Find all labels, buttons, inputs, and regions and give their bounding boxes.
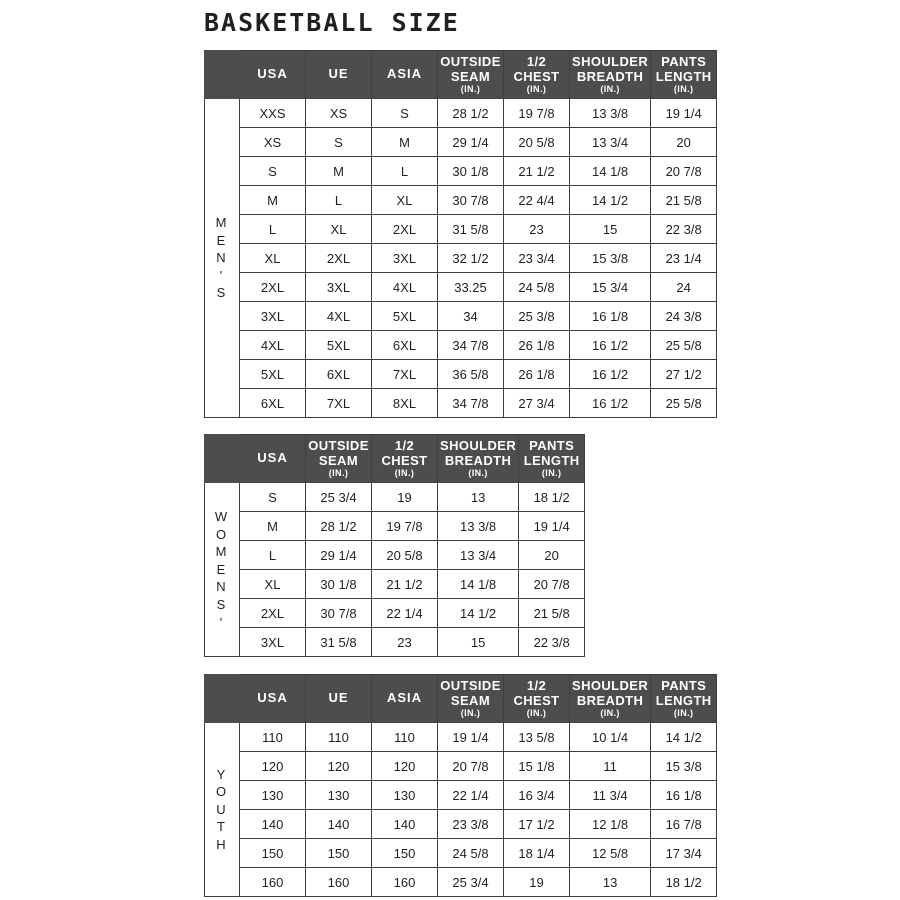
- column-header-outside-seam: [306, 435, 372, 483]
- cell-half-chest: 23 3/4: [504, 244, 570, 273]
- cell-shoulder-breadth: 11: [570, 752, 651, 781]
- section-label-youth: Y O U T H: [205, 723, 240, 897]
- cell-outside-seam: 28 1/2: [438, 99, 504, 128]
- cell-usa: 110: [240, 723, 306, 752]
- cell-pants-length: 22 3/8: [651, 215, 717, 244]
- cell-usa: 160: [240, 868, 306, 897]
- cell-half-chest: 20 5/8: [372, 541, 438, 570]
- column-header-pants-length-unit: (IN.): [673, 84, 694, 95]
- column-header-ue: UE: [306, 51, 372, 99]
- cell-asia: L: [372, 157, 438, 186]
- cell-outside-seam: 31 5/8: [306, 628, 372, 657]
- cell-shoulder-breadth: 16 1/8: [570, 302, 651, 331]
- column-header-outside-seam-label: OUTSIDE SEAM: [440, 54, 501, 84]
- cell-usa: M: [240, 512, 306, 541]
- cell-pants-length: 21 5/8: [651, 186, 717, 215]
- cell-half-chest: 26 1/8: [504, 331, 570, 360]
- cell-ue: 4XL: [306, 302, 372, 331]
- cell-half-chest: 13 5/8: [504, 723, 570, 752]
- cell-half-chest: 27 3/4: [504, 389, 570, 418]
- cell-pants-length: 20 7/8: [519, 570, 585, 599]
- cell-half-chest: 21 1/2: [372, 570, 438, 599]
- column-header-outside-seam-unit: (IN.): [460, 708, 481, 719]
- table-row: [205, 752, 717, 781]
- column-header-pants-length-label: PANTS LENGTH: [655, 678, 712, 708]
- column-header-shoulder-breadth-label: SHOULDER BREADTH: [440, 438, 517, 468]
- cell-pants-length: 24: [651, 273, 717, 302]
- cell-pants-length: 18 1/2: [519, 483, 585, 512]
- cell-pants-length: 25 5/8: [651, 331, 717, 360]
- cell-half-chest: 21 1/2: [504, 157, 570, 186]
- cell-asia: 7XL: [372, 360, 438, 389]
- mens-size-table: [204, 50, 717, 418]
- column-header-usa: USA: [240, 51, 306, 99]
- column-header-outside-seam-label: OUTSIDE SEAM: [440, 678, 501, 708]
- column-header-half-chest-label: 1/2 CHEST: [513, 54, 560, 84]
- cell-usa: S: [240, 483, 306, 512]
- cell-pants-length: 20 7/8: [651, 157, 717, 186]
- cell-outside-seam: 22 1/4: [438, 781, 504, 810]
- cell-ue: S: [306, 128, 372, 157]
- column-header-pants-length-label: PANTS LENGTH: [523, 438, 580, 468]
- column-header-asia: ASIA: [372, 675, 438, 723]
- section-label-mens: M E N ' S: [205, 99, 240, 418]
- cell-shoulder-breadth: 15: [438, 628, 519, 657]
- cell-asia: 130: [372, 781, 438, 810]
- cell-pants-length: 19 1/4: [519, 512, 585, 541]
- table-row: [205, 186, 717, 215]
- column-header-shoulder-breadth: [570, 51, 651, 99]
- cell-usa: 150: [240, 839, 306, 868]
- womens-table-wrapper: [204, 434, 585, 657]
- cell-outside-seam: 30 7/8: [438, 186, 504, 215]
- cell-half-chest: 23: [504, 215, 570, 244]
- cell-usa: 5XL: [240, 360, 306, 389]
- column-header-half-chest-label: 1/2 CHEST: [381, 438, 428, 468]
- cell-asia: S: [372, 99, 438, 128]
- cell-ue: XS: [306, 99, 372, 128]
- cell-outside-seam: 30 1/8: [306, 570, 372, 599]
- column-header-half-chest: [504, 675, 570, 723]
- mens-table-wrapper: [204, 50, 717, 418]
- cell-half-chest: 19: [372, 483, 438, 512]
- cell-outside-seam: 25 3/4: [438, 868, 504, 897]
- table-header-row: [205, 435, 585, 483]
- column-header-outside-seam: [438, 675, 504, 723]
- cell-asia: 120: [372, 752, 438, 781]
- cell-half-chest: 19 7/8: [372, 512, 438, 541]
- cell-outside-seam: 34 7/8: [438, 331, 504, 360]
- table-row: [205, 483, 585, 512]
- cell-asia: 5XL: [372, 302, 438, 331]
- cell-usa: S: [240, 157, 306, 186]
- cell-shoulder-breadth: 13: [438, 483, 519, 512]
- cell-shoulder-breadth: 13 3/4: [570, 128, 651, 157]
- cell-outside-seam: 29 1/4: [306, 541, 372, 570]
- cell-shoulder-breadth: 16 1/2: [570, 389, 651, 418]
- column-header-half-chest-unit: (IN.): [394, 468, 415, 479]
- cell-asia: 2XL: [372, 215, 438, 244]
- cell-shoulder-breadth: 15 3/4: [570, 273, 651, 302]
- cell-usa: 6XL: [240, 389, 306, 418]
- cell-outside-seam: 23 3/8: [438, 810, 504, 839]
- table-row: [205, 273, 717, 302]
- cell-usa: 2XL: [240, 273, 306, 302]
- womens-size-table: [204, 434, 585, 657]
- cell-outside-seam: 30 1/8: [438, 157, 504, 186]
- cell-half-chest: 19 7/8: [504, 99, 570, 128]
- cell-usa: XS: [240, 128, 306, 157]
- cell-half-chest: 22 4/4: [504, 186, 570, 215]
- cell-ue: 160: [306, 868, 372, 897]
- column-header-pants-length: [519, 435, 585, 483]
- table-row: [205, 723, 717, 752]
- cell-outside-seam: 28 1/2: [306, 512, 372, 541]
- cell-shoulder-breadth: 14 1/2: [438, 599, 519, 628]
- column-header-pants-length-unit: (IN.): [541, 468, 562, 479]
- cell-shoulder-breadth: 13 3/8: [570, 99, 651, 128]
- cell-shoulder-breadth: 14 1/8: [570, 157, 651, 186]
- cell-shoulder-breadth: 16 1/2: [570, 360, 651, 389]
- cell-usa: 3XL: [240, 628, 306, 657]
- cell-shoulder-breadth: 13 3/8: [438, 512, 519, 541]
- table-row: [205, 512, 585, 541]
- column-header-shoulder-breadth-unit: (IN.): [600, 708, 620, 719]
- cell-pants-length: 18 1/2: [651, 868, 717, 897]
- cell-half-chest: 19: [504, 868, 570, 897]
- table-row: [205, 360, 717, 389]
- page-title: BASKETBALL SIZE: [204, 8, 460, 37]
- cell-shoulder-breadth: 12 5/8: [570, 839, 651, 868]
- cell-usa: 120: [240, 752, 306, 781]
- cell-usa: 4XL: [240, 331, 306, 360]
- cell-shoulder-breadth: 14 1/8: [438, 570, 519, 599]
- cell-half-chest: 15 1/8: [504, 752, 570, 781]
- cell-pants-length: 21 5/8: [519, 599, 585, 628]
- cell-usa: XL: [240, 244, 306, 273]
- cell-pants-length: 25 5/8: [651, 389, 717, 418]
- cell-shoulder-breadth: 10 1/4: [570, 723, 651, 752]
- cell-shoulder-breadth: 15 3/8: [570, 244, 651, 273]
- corner-cell: [205, 435, 240, 483]
- cell-ue: 6XL: [306, 360, 372, 389]
- table-row: [205, 389, 717, 418]
- column-header-shoulder-breadth: [570, 675, 651, 723]
- cell-asia: M: [372, 128, 438, 157]
- column-header-ue: UE: [306, 675, 372, 723]
- cell-usa: L: [240, 215, 306, 244]
- cell-shoulder-breadth: 13: [570, 868, 651, 897]
- column-header-outside-seam: [438, 51, 504, 99]
- cell-half-chest: 26 1/8: [504, 360, 570, 389]
- cell-asia: 140: [372, 810, 438, 839]
- cell-half-chest: 20 5/8: [504, 128, 570, 157]
- cell-half-chest: 16 3/4: [504, 781, 570, 810]
- cell-usa: XXS: [240, 99, 306, 128]
- column-header-outside-seam-unit: (IN.): [328, 468, 349, 479]
- cell-shoulder-breadth: 12 1/8: [570, 810, 651, 839]
- cell-asia: 6XL: [372, 331, 438, 360]
- cell-ue: 110: [306, 723, 372, 752]
- column-header-pants-length: [651, 51, 717, 99]
- cell-ue: 150: [306, 839, 372, 868]
- cell-ue: XL: [306, 215, 372, 244]
- column-header-half-chest-label: 1/2 CHEST: [513, 678, 560, 708]
- cell-outside-seam: 30 7/8: [306, 599, 372, 628]
- section-label-womens: W O M E N S ': [205, 483, 240, 657]
- table-row: [205, 99, 717, 128]
- table-row: [205, 128, 717, 157]
- table-row: [205, 302, 717, 331]
- cell-ue: 2XL: [306, 244, 372, 273]
- cell-asia: XL: [372, 186, 438, 215]
- column-header-pants-length-unit: (IN.): [673, 708, 694, 719]
- column-header-pants-length: [651, 675, 717, 723]
- cell-pants-length: 17 3/4: [651, 839, 717, 868]
- table-row: [205, 628, 585, 657]
- cell-outside-seam: 20 7/8: [438, 752, 504, 781]
- table-row: [205, 839, 717, 868]
- cell-asia: 150: [372, 839, 438, 868]
- cell-pants-length: 22 3/8: [519, 628, 585, 657]
- table-row: [205, 599, 585, 628]
- column-header-outside-seam-label: OUTSIDE SEAM: [308, 438, 369, 468]
- cell-pants-length: 14 1/2: [651, 723, 717, 752]
- cell-outside-seam: 32 1/2: [438, 244, 504, 273]
- table-row: [205, 781, 717, 810]
- cell-usa: 2XL: [240, 599, 306, 628]
- column-header-shoulder-breadth-label: SHOULDER BREADTH: [572, 678, 649, 708]
- column-header-shoulder-breadth-label: SHOULDER BREADTH: [572, 54, 649, 84]
- table-row: [205, 244, 717, 273]
- table-header-row: [205, 51, 717, 99]
- cell-pants-length: 23 1/4: [651, 244, 717, 273]
- cell-ue: 130: [306, 781, 372, 810]
- column-header-shoulder-breadth: [438, 435, 519, 483]
- cell-pants-length: 20: [651, 128, 717, 157]
- youth-size-table: [204, 674, 717, 897]
- cell-half-chest: 24 5/8: [504, 273, 570, 302]
- cell-ue: 7XL: [306, 389, 372, 418]
- column-header-half-chest-unit: (IN.): [526, 708, 547, 719]
- table-row: [205, 215, 717, 244]
- cell-asia: 110: [372, 723, 438, 752]
- cell-asia: 3XL: [372, 244, 438, 273]
- cell-outside-seam: 34 7/8: [438, 389, 504, 418]
- cell-usa: 3XL: [240, 302, 306, 331]
- cell-outside-seam: 19 1/4: [438, 723, 504, 752]
- cell-pants-length: 16 7/8: [651, 810, 717, 839]
- cell-half-chest: 18 1/4: [504, 839, 570, 868]
- table-row: [205, 541, 585, 570]
- cell-shoulder-breadth: 16 1/2: [570, 331, 651, 360]
- cell-asia: 8XL: [372, 389, 438, 418]
- column-header-usa: USA: [240, 435, 306, 483]
- cell-outside-seam: 25 3/4: [306, 483, 372, 512]
- cell-usa: 130: [240, 781, 306, 810]
- cell-ue: 3XL: [306, 273, 372, 302]
- column-header-asia: ASIA: [372, 51, 438, 99]
- cell-shoulder-breadth: 13 3/4: [438, 541, 519, 570]
- column-header-shoulder-breadth-unit: (IN.): [468, 468, 488, 479]
- cell-outside-seam: 31 5/8: [438, 215, 504, 244]
- youth-table-wrapper: [204, 674, 717, 897]
- cell-ue: 140: [306, 810, 372, 839]
- column-header-shoulder-breadth-unit: (IN.): [600, 84, 620, 95]
- table-row: [205, 810, 717, 839]
- cell-outside-seam: 34: [438, 302, 504, 331]
- cell-shoulder-breadth: 11 3/4: [570, 781, 651, 810]
- cell-pants-length: 20: [519, 541, 585, 570]
- cell-ue: 120: [306, 752, 372, 781]
- table-row: [205, 570, 585, 599]
- cell-half-chest: 17 1/2: [504, 810, 570, 839]
- cell-outside-seam: 33.25: [438, 273, 504, 302]
- cell-half-chest: 25 3/8: [504, 302, 570, 331]
- cell-usa: XL: [240, 570, 306, 599]
- cell-ue: M: [306, 157, 372, 186]
- cell-pants-length: 27 1/2: [651, 360, 717, 389]
- table-row: [205, 331, 717, 360]
- cell-asia: 160: [372, 868, 438, 897]
- cell-ue: 5XL: [306, 331, 372, 360]
- cell-outside-seam: 29 1/4: [438, 128, 504, 157]
- cell-shoulder-breadth: 14 1/2: [570, 186, 651, 215]
- column-header-usa: USA: [240, 675, 306, 723]
- column-header-half-chest: [372, 435, 438, 483]
- cell-pants-length: 24 3/8: [651, 302, 717, 331]
- cell-pants-length: 15 3/8: [651, 752, 717, 781]
- cell-pants-length: 19 1/4: [651, 99, 717, 128]
- cell-half-chest: 22 1/4: [372, 599, 438, 628]
- cell-usa: 140: [240, 810, 306, 839]
- cell-pants-length: 16 1/8: [651, 781, 717, 810]
- cell-shoulder-breadth: 15: [570, 215, 651, 244]
- table-header-row: [205, 675, 717, 723]
- cell-usa: M: [240, 186, 306, 215]
- cell-usa: L: [240, 541, 306, 570]
- table-row: [205, 868, 717, 897]
- table-row: [205, 157, 717, 186]
- cell-asia: 4XL: [372, 273, 438, 302]
- column-header-half-chest-unit: (IN.): [526, 84, 547, 95]
- cell-ue: L: [306, 186, 372, 215]
- corner-cell: [205, 675, 240, 723]
- corner-cell: [205, 51, 240, 99]
- column-header-half-chest: [504, 51, 570, 99]
- cell-outside-seam: 36 5/8: [438, 360, 504, 389]
- cell-half-chest: 23: [372, 628, 438, 657]
- column-header-pants-length-label: PANTS LENGTH: [655, 54, 712, 84]
- column-header-outside-seam-unit: (IN.): [460, 84, 481, 95]
- cell-outside-seam: 24 5/8: [438, 839, 504, 868]
